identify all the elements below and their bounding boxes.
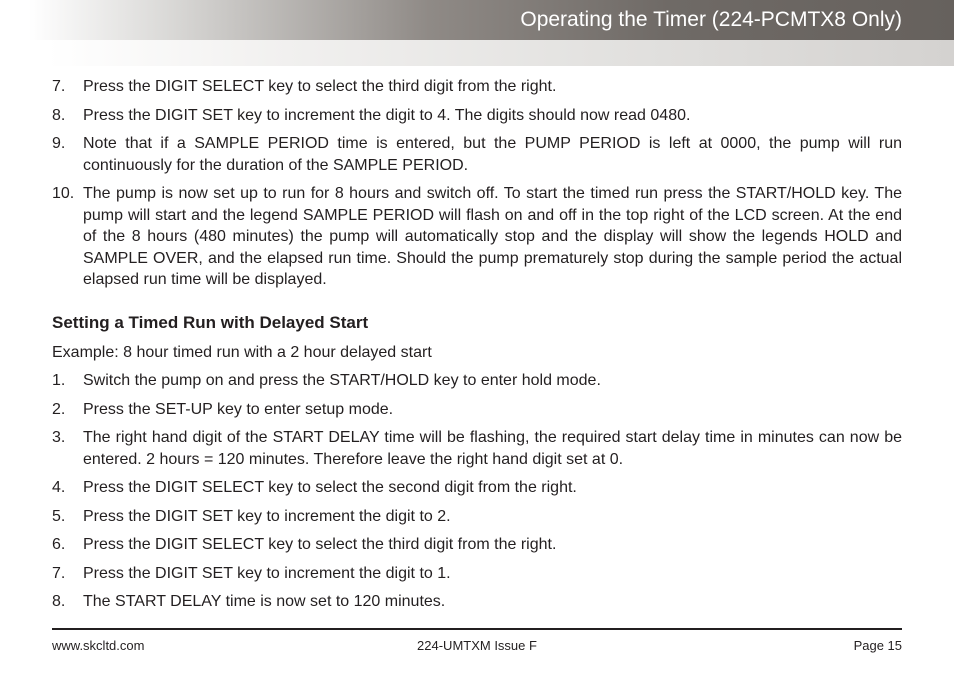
step-number: 3. — [52, 429, 66, 446]
step-number: 2. — [52, 400, 66, 418]
step-number: 8. — [52, 106, 66, 124]
list-item — [52, 370, 902, 392]
page-content — [52, 76, 902, 620]
step-number: 7. — [52, 564, 66, 582]
list-item — [52, 506, 902, 528]
section-intro: Example: 8 hour timed run with a 2 hour delayed start — [52, 343, 432, 361]
step-number: 7. — [52, 78, 66, 95]
step-number: 1. — [52, 372, 66, 389]
list-item — [52, 427, 902, 470]
list-item — [52, 591, 902, 613]
step-text: Note that if a SAMPLE PERIOD time is entered, but the PUMP PERIOD is left at 0000, the pump will run continuously for the duration of the SAMPLE PERIOD. — [83, 135, 902, 174]
steps-list-delayed-start — [52, 370, 902, 613]
step-text: The pump is now set up to run for 8 hours and switch off. To start the timed run press the START/HOLD key. The pump will start and the legend SAMPLE PERIOD will flash on and off in the top right of the LCD screen. At the end of the 8 hours (480 minutes) the pump will automatically stop and the display will show the legends HOLD and SAMPLE OVER, and the elapsed run time. Should the pump prematurely stop during the sample period the actual elapsed run time will be displayed. — [83, 185, 902, 288]
list-item — [52, 183, 902, 291]
footer-website[interactable]: www.skcltd.com — [52, 638, 145, 653]
step-number: 10. — [52, 185, 75, 202]
step-number: 4. — [52, 479, 66, 496]
footer-doc-id: 224-UMTXM Issue F — [417, 638, 537, 653]
list-item — [52, 477, 902, 499]
step-number: 8. — [52, 593, 66, 610]
header-strip — [0, 40, 954, 66]
list-item — [52, 563, 902, 585]
step-text: Press the DIGIT SET key to increment the digit to 2. — [83, 507, 451, 525]
list-item — [52, 399, 902, 421]
step-number: 5. — [52, 507, 66, 525]
step-number: 6. — [52, 536, 66, 553]
step-text: Press the SET-UP key to enter setup mode. — [83, 400, 394, 418]
step-text: The START DELAY time is now set to 120 minutes. — [83, 593, 446, 610]
steps-list-continued — [52, 76, 902, 291]
list-item — [52, 76, 902, 98]
list-item — [52, 534, 902, 556]
step-text: Press the DIGIT SELECT key to select the third digit from the right. — [83, 536, 557, 553]
section-heading: Setting a Timed Run with Delayed Start — [52, 312, 369, 332]
step-text: Press the DIGIT SET key to increment the digit to 1. — [83, 564, 451, 582]
header-bar — [0, 0, 954, 40]
page-title: Operating the Timer (224-PCMTX8 Only) — [520, 8, 902, 31]
step-text: Press the DIGIT SET key to increment the digit to 4. The digits should now read 0480. — [83, 106, 691, 124]
step-text: The right hand digit of the START DELAY time will be flashing, the required start delay time in minutes can now be entered. 2 hours = 120 minutes. Therefore leave the right hand digit set at 0. — [83, 429, 902, 468]
list-item — [52, 133, 902, 176]
step-text: Switch the pump on and press the START/HOLD key to enter hold mode. — [83, 372, 601, 389]
step-text: Press the DIGIT SELECT key to select the second digit from the right. — [83, 479, 577, 496]
step-number: 9. — [52, 135, 66, 152]
footer-divider — [52, 628, 902, 630]
list-item — [52, 105, 902, 127]
step-text: Press the DIGIT SELECT key to select the third digit from the right. — [83, 78, 557, 95]
footer-page-number: Page 15 — [853, 638, 902, 653]
